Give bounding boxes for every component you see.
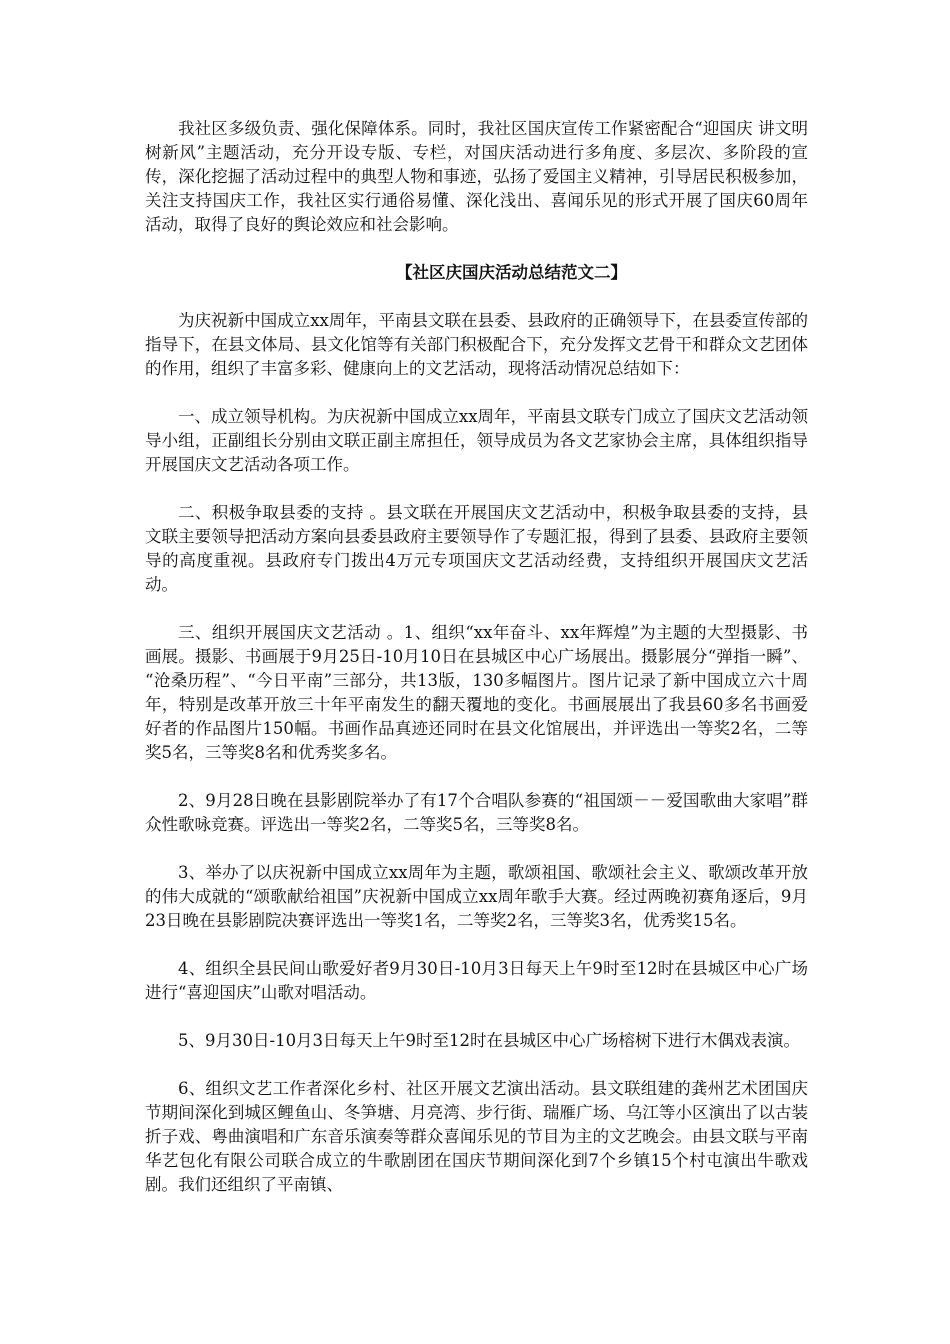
paragraph-sub-4: 4、组织全县民间山歌爱好者9月30日-10月3日每天上午9时至12时在县城区中心广场进行“喜迎国庆”山歌对唱活动。 <box>145 959 808 1002</box>
document-page <box>145 117 808 1197</box>
section-heading: 【社区庆国庆活动总结范文二】 <box>396 263 627 282</box>
paragraph-item-1: 一、成立领导机构。为庆祝新中国成立xx周年，平南县文联专门成立了国庆文艺活动领导小组，正副组长分别由文联正副主席担任，领导成员为各文艺家协会主席，具体组织指导开展国庆文艺活动各项工作。 <box>145 407 808 474</box>
paragraph-sub-3: 3、举办了以庆祝新中国成立xx周年为主题，歌颂祖国、歌颂社会主义、歌颂改革开放的伟大成就的“颂歌献给祖国”庆祝新中国成立xx周年歌手大赛。经过两晚初赛角逐后，9月23日晚在县影剧院决赛评选出一等奖1名，二等奖2名，三等奖3名，优秀奖15名。 <box>145 863 808 930</box>
paragraph-item-3: 三、组织开展国庆文艺活动 。1、组织“xx年奋斗、xx年辉煌”为主题的大型摄影、书画展。摄影、书画展于9月25日-10月10日在县城区中心广场展出。摄影展分“弹指一瞬”、 “沧桑历程”、“今日平南”三部分，共13版，130多幅图片。图片记录了新中国成立六十周年，特别是改革开放三十年平南发生的翻天覆地的变化。书画展展出了我县60多名书画爱好者的作品图片150幅。书画作品真迹还同时在县文化馆展出，并评选出一等奖2名，二等奖5名，三等奖8名和优秀奖多名。 <box>145 623 808 762</box>
paragraph-sub-6: 6、组织文艺工作者深化乡村、社区开展文艺演出活动。县文联组建的龚州艺术团国庆节期间深化到城区鲤鱼山、冬笋塘、月亮湾、步行街、瑞雁广场、乌江等小区演出了以古装折子戏、粤曲演唱和广东音乐演奏等群众喜闻乐见的节目为主的文艺晚会。由县文联与平南华艺包化有限公司联合成立的牛歌剧团在国庆节期间深化到7个乡镇15个村屯演出牛歌戏剧。我们还组织了平南镇、 <box>145 1079 808 1194</box>
paragraph-sub-2: 2、9月28日晚在县影剧院举办了有17个合唱队参赛的“祖国颂－－爱国歌曲大家唱”群众性歌咏竞赛。评选出一等奖2名，二等奖5名，三等奖8名。 <box>145 791 808 834</box>
paragraph-intro-summary: 我社区多级负责、强化保障体系。同时，我社区国庆宣传工作紧密配合“迎国庆 讲文明 树新风”主题活动，充分开设专版、专栏，对国庆活动进行多角度、多层次、多阶段的宣传，深化挖掘了活动过程中的典型人物和事迹，弘扬了爱国主义精神，引导居民积极参加，关注支持国庆工作，我社区实行通俗易懂、深化浅出、喜闻乐见的形式开展了国庆60周年活动，取得了良好的舆论效应和社会影响。 <box>145 119 808 234</box>
paragraph-overview: 为庆祝新中国成立xx周年，平南县文联在县委、县政府的正确领导下，在县委宣传部的指导下，在县文体局、县文化馆等有关部门积极配合下，充分发挥文艺骨干和群众文艺团体的作用，组织了丰富多彩、健康向上的文艺活动，现将活动情况总结如下： <box>145 311 808 378</box>
paragraph-item-2: 二、积极争取县委的支持 。县文联在开展国庆文艺活动中，积极争取县委的支持，县文联主要领导把活动方案向县委县政府主要领导作了专题汇报，得到了县委、县政府主要领导的高度重视。县政府专门拨出4万元专项国庆文艺活动经费，支持组织开展国庆文艺活动。 <box>145 503 808 594</box>
paragraph-sub-5: 5、9月30日-10月3日每天上午9时至12时在县城区中心广场榕树下进行木偶戏表演。 <box>178 1031 801 1050</box>
